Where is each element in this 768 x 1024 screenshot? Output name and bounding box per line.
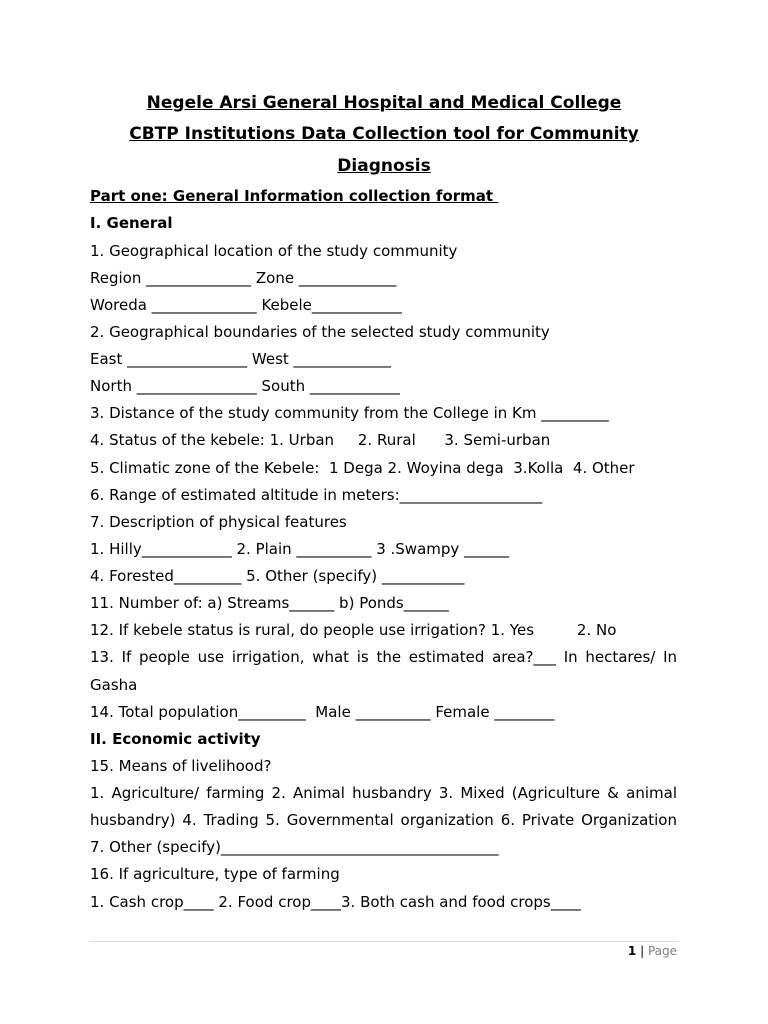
document-title-line-2: CBTP Institutions Data Collection tool for Community	[129, 124, 639, 144]
physical-features-options-a: 1. Hilly____________ 2. Plain __________ 3 .Swampy ______	[90, 540, 510, 558]
question-16: 16. If agriculture, type of farming	[90, 865, 340, 883]
question-11: 11. Number of: a) Streams______ b) Ponds______	[90, 594, 449, 612]
question-3: 3. Distance of the study community from the College in Km _________	[90, 404, 609, 422]
region-zone-field: Region ______________ Zone _____________	[90, 269, 397, 287]
question-2: 2. Geographical boundaries of the selected study community	[90, 323, 550, 341]
part-one-heading: Part one: General Information collection format	[90, 187, 499, 205]
page-number: 1	[627, 944, 637, 958]
footer-divider	[90, 941, 678, 942]
physical-features-options-b: 4. Forested_________ 5. Other (specify) ___________	[90, 567, 465, 585]
question-13-line-1: 13. If people use irrigation, what is the estimated area?___ In hectares/ In	[90, 648, 677, 666]
footer-separator: |	[640, 944, 645, 958]
page-label: Page	[647, 944, 677, 958]
question-6: 6. Range of estimated altitude in meters:___________________	[90, 486, 543, 504]
section-economic-heading: II. Economic activity	[90, 730, 261, 748]
question-12: 12. If kebele status is rural, do people use irrigation? 1. Yes 2. No	[90, 621, 617, 639]
east-west-field: East ________________ West _____________	[90, 350, 392, 368]
document-title-line-3: Diagnosis	[337, 156, 431, 176]
question-5: 5. Climatic zone of the Kebele: 1 Dega 2. Woyina dega 3.Kolla 4. Other	[90, 459, 635, 477]
document-title-line-1: Negele Arsi General Hospital and Medical College	[146, 93, 622, 113]
section-general-heading: I. General	[90, 214, 173, 232]
question-1: 1. Geographical location of the study community	[90, 242, 458, 260]
question-14: 14. Total population_________ Male __________ Female ________	[90, 703, 555, 721]
farming-type-options: 1. Cash crop____ 2. Food crop____3. Both cash and food crops____	[90, 893, 581, 911]
woreda-kebele-field: Woreda ______________ Kebele____________	[90, 296, 402, 314]
livelihood-options-line-1: 1. Agriculture/ farming 2. Animal husbandry 3. Mixed (Agriculture & animal	[90, 784, 677, 802]
question-13-line-2: Gasha	[90, 676, 138, 694]
livelihood-options-line-2: husbandry) 4. Trading 5. Governmental organization 6. Private Organization	[90, 811, 677, 829]
question-7: 7. Description of physical features	[90, 513, 347, 531]
question-4: 4. Status of the kebele: 1. Urban 2. Rural 3. Semi-urban	[90, 431, 551, 449]
page-footer	[628, 943, 677, 959]
livelihood-options-line-3: 7. Other (specify)_____________________________________	[90, 838, 499, 856]
north-south-field: North ________________ South ____________	[90, 377, 400, 395]
question-15: 15. Means of livelihood?	[90, 757, 272, 775]
